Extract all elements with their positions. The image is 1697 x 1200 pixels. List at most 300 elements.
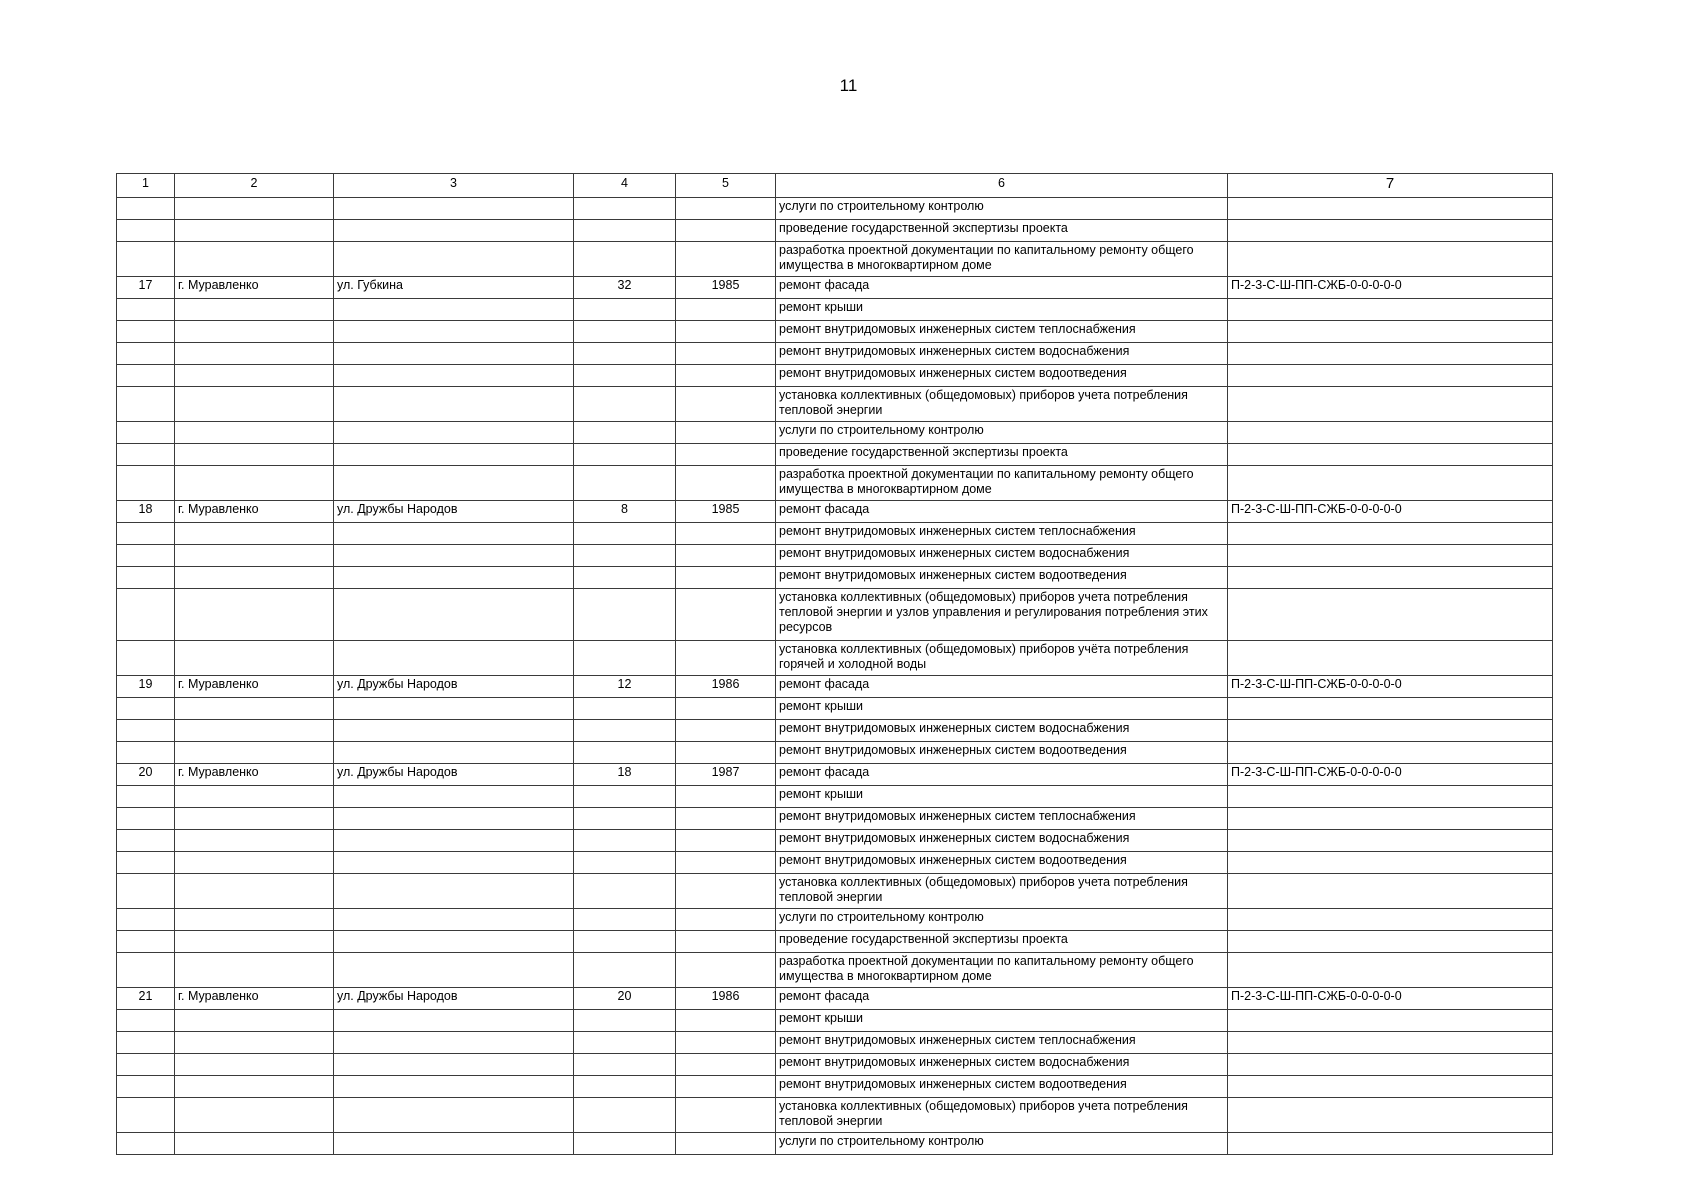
- year-built-cell: [676, 444, 776, 466]
- project-code-cell: [1228, 422, 1553, 444]
- house-number-cell: [574, 1076, 676, 1098]
- work-type-cell: ремонт крыши: [776, 299, 1228, 321]
- project-code-cell: [1228, 387, 1553, 422]
- work-type-cell: ремонт внутридомовых инженерных систем водоснабжения: [776, 1054, 1228, 1076]
- item-number-cell: 21: [117, 988, 175, 1010]
- street-cell: [334, 953, 574, 988]
- project-code-cell: [1228, 830, 1553, 852]
- work-type-cell: ремонт внутридомовых инженерных систем теплоснабжения: [776, 808, 1228, 830]
- year-built-cell: [676, 1010, 776, 1032]
- project-code-cell: П-2-3-С-Ш-ПП-СЖБ-0-0-0-0-0: [1228, 501, 1553, 523]
- city-cell: [175, 1098, 334, 1133]
- city-cell: [175, 523, 334, 545]
- work-type-cell: разработка проектной документации по капитальному ремонту общего имущества в многоквартирном доме: [776, 242, 1228, 277]
- year-built-cell: 1987: [676, 764, 776, 786]
- street-cell: ул. Дружбы Народов: [334, 501, 574, 523]
- item-number-cell: [117, 1010, 175, 1032]
- item-number-cell: 17: [117, 277, 175, 299]
- project-code-cell: [1228, 299, 1553, 321]
- street-cell: [334, 466, 574, 501]
- city-cell: [175, 1054, 334, 1076]
- street-cell: [334, 742, 574, 764]
- city-cell: г. Муравленко: [175, 277, 334, 299]
- year-built-cell: [676, 641, 776, 676]
- item-number-cell: [117, 1098, 175, 1133]
- work-type-cell: разработка проектной документации по капитальному ремонту общего имущества в многоквартирном доме: [776, 466, 1228, 501]
- year-built-cell: [676, 365, 776, 387]
- table-row: [117, 321, 1553, 343]
- house-number-cell: [574, 343, 676, 365]
- project-code-cell: [1228, 1032, 1553, 1054]
- city-cell: [175, 545, 334, 567]
- work-type-cell: ремонт крыши: [776, 1010, 1228, 1032]
- table-row: [117, 1076, 1553, 1098]
- house-number-cell: [574, 299, 676, 321]
- house-number-cell: [574, 852, 676, 874]
- work-type-cell: разработка проектной документации по капитальному ремонту общего имущества в многоквартирном доме: [776, 953, 1228, 988]
- year-built-cell: [676, 545, 776, 567]
- table-row: [117, 365, 1553, 387]
- table-row: [117, 567, 1553, 589]
- year-built-cell: [676, 830, 776, 852]
- table-row: [117, 764, 1553, 786]
- year-built-cell: [676, 720, 776, 742]
- city-cell: [175, 1076, 334, 1098]
- street-cell: ул. Дружбы Народов: [334, 988, 574, 1010]
- year-built-cell: [676, 786, 776, 808]
- city-cell: [175, 953, 334, 988]
- table-row: [117, 808, 1553, 830]
- year-built-cell: [676, 953, 776, 988]
- item-number-cell: 20: [117, 764, 175, 786]
- item-number-cell: [117, 422, 175, 444]
- street-cell: [334, 720, 574, 742]
- column-header: 5: [676, 174, 776, 198]
- year-built-cell: 1985: [676, 501, 776, 523]
- project-code-cell: [1228, 786, 1553, 808]
- year-built-cell: [676, 321, 776, 343]
- year-built-cell: [676, 589, 776, 641]
- work-type-cell: ремонт внутридомовых инженерных систем водоотведения: [776, 567, 1228, 589]
- house-number-cell: 12: [574, 676, 676, 698]
- house-number-cell: [574, 589, 676, 641]
- work-type-cell: ремонт крыши: [776, 786, 1228, 808]
- project-code-cell: [1228, 953, 1553, 988]
- project-code-cell: [1228, 220, 1553, 242]
- city-cell: [175, 343, 334, 365]
- city-cell: [175, 1032, 334, 1054]
- work-type-cell: ремонт внутридомовых инженерных систем теплоснабжения: [776, 1032, 1228, 1054]
- city-cell: [175, 242, 334, 277]
- city-cell: [175, 808, 334, 830]
- year-built-cell: [676, 466, 776, 501]
- street-cell: [334, 1076, 574, 1098]
- house-number-cell: [574, 786, 676, 808]
- year-built-cell: 1986: [676, 988, 776, 1010]
- year-built-cell: [676, 387, 776, 422]
- table-header-row: [117, 174, 1553, 198]
- item-number-cell: [117, 545, 175, 567]
- year-built-cell: [676, 242, 776, 277]
- project-code-cell: [1228, 567, 1553, 589]
- year-built-cell: [676, 299, 776, 321]
- item-number-cell: [117, 874, 175, 909]
- project-code-cell: П-2-3-С-Ш-ПП-СЖБ-0-0-0-0-0: [1228, 764, 1553, 786]
- project-code-cell: П-2-3-С-Ш-ПП-СЖБ-0-0-0-0-0: [1228, 676, 1553, 698]
- item-number-cell: [117, 909, 175, 931]
- project-code-cell: [1228, 242, 1553, 277]
- street-cell: [334, 387, 574, 422]
- project-code-cell: [1228, 1076, 1553, 1098]
- work-type-cell: установка коллективных (общедомовых) приборов учета потребления тепловой энергии: [776, 874, 1228, 909]
- table-row: [117, 501, 1553, 523]
- street-cell: [334, 198, 574, 220]
- work-type-cell: установка коллективных (общедомовых) приборов учета потребления тепловой энергии и узлов управления и регулирования потребления этих ресурсов: [776, 589, 1228, 641]
- street-cell: [334, 874, 574, 909]
- city-cell: [175, 874, 334, 909]
- project-code-cell: [1228, 742, 1553, 764]
- work-type-cell: ремонт фасада: [776, 277, 1228, 299]
- table-row: [117, 343, 1553, 365]
- street-cell: [334, 523, 574, 545]
- project-code-cell: [1228, 365, 1553, 387]
- year-built-cell: [676, 343, 776, 365]
- table-row: [117, 830, 1553, 852]
- item-number-cell: [117, 953, 175, 988]
- project-code-cell: [1228, 523, 1553, 545]
- item-number-cell: [117, 466, 175, 501]
- project-code-cell: [1228, 545, 1553, 567]
- project-code-cell: [1228, 698, 1553, 720]
- house-number-cell: [574, 742, 676, 764]
- table-row: [117, 523, 1553, 545]
- city-cell: [175, 198, 334, 220]
- house-number-cell: [574, 466, 676, 501]
- work-type-cell: ремонт внутридомовых инженерных систем теплоснабжения: [776, 321, 1228, 343]
- item-number-cell: [117, 321, 175, 343]
- street-cell: [334, 545, 574, 567]
- street-cell: [334, 422, 574, 444]
- city-cell: г. Муравленко: [175, 764, 334, 786]
- work-type-cell: установка коллективных (общедомовых) приборов учета потребления тепловой энергии: [776, 387, 1228, 422]
- table-row: [117, 422, 1553, 444]
- street-cell: [334, 242, 574, 277]
- house-number-cell: [574, 1054, 676, 1076]
- house-number-cell: [574, 720, 676, 742]
- project-code-cell: П-2-3-С-Ш-ПП-СЖБ-0-0-0-0-0: [1228, 988, 1553, 1010]
- house-number-cell: [574, 830, 676, 852]
- year-built-cell: [676, 567, 776, 589]
- house-number-cell: [574, 874, 676, 909]
- item-number-cell: [117, 220, 175, 242]
- year-built-cell: [676, 1032, 776, 1054]
- table-row: [117, 698, 1553, 720]
- year-built-cell: [676, 1133, 776, 1155]
- item-number-cell: [117, 931, 175, 953]
- table-row: [117, 198, 1553, 220]
- street-cell: [334, 299, 574, 321]
- table-row: [117, 1010, 1553, 1032]
- house-number-cell: [574, 909, 676, 931]
- item-number-cell: [117, 589, 175, 641]
- item-number-cell: [117, 1133, 175, 1155]
- city-cell: [175, 786, 334, 808]
- item-number-cell: [117, 720, 175, 742]
- table-row: [117, 277, 1553, 299]
- project-code-cell: [1228, 874, 1553, 909]
- work-type-cell: проведение государственной экспертизы проекта: [776, 444, 1228, 466]
- city-cell: [175, 387, 334, 422]
- city-cell: [175, 422, 334, 444]
- table-row: [117, 1133, 1553, 1155]
- street-cell: [334, 808, 574, 830]
- table-row: [117, 466, 1553, 501]
- table-row: [117, 242, 1553, 277]
- item-number-cell: 19: [117, 676, 175, 698]
- house-number-cell: 32: [574, 277, 676, 299]
- street-cell: [334, 444, 574, 466]
- city-cell: [175, 567, 334, 589]
- city-cell: [175, 742, 334, 764]
- house-number-cell: [574, 321, 676, 343]
- work-type-cell: услуги по строительному контролю: [776, 422, 1228, 444]
- work-type-cell: установка коллективных (общедомовых) приборов учета потребления тепловой энергии: [776, 1098, 1228, 1133]
- city-cell: [175, 589, 334, 641]
- project-code-cell: [1228, 589, 1553, 641]
- project-code-cell: [1228, 321, 1553, 343]
- item-number-cell: [117, 830, 175, 852]
- year-built-cell: [676, 852, 776, 874]
- table-row: [117, 1098, 1553, 1133]
- street-cell: [334, 1098, 574, 1133]
- project-code-cell: [1228, 1054, 1553, 1076]
- project-code-cell: [1228, 1098, 1553, 1133]
- work-type-cell: ремонт внутридомовых инженерных систем теплоснабжения: [776, 523, 1228, 545]
- city-cell: [175, 852, 334, 874]
- item-number-cell: [117, 786, 175, 808]
- item-number-cell: [117, 567, 175, 589]
- house-number-cell: [574, 198, 676, 220]
- house-number-cell: [574, 220, 676, 242]
- project-code-cell: [1228, 909, 1553, 931]
- table-row: [117, 909, 1553, 931]
- project-code-cell: [1228, 808, 1553, 830]
- city-cell: [175, 698, 334, 720]
- house-number-cell: 8: [574, 501, 676, 523]
- city-cell: [175, 466, 334, 501]
- project-code-cell: [1228, 931, 1553, 953]
- street-cell: [334, 567, 574, 589]
- item-number-cell: [117, 343, 175, 365]
- work-type-cell: ремонт внутридомовых инженерных систем водоснабжения: [776, 720, 1228, 742]
- work-type-cell: ремонт внутридомовых инженерных систем водоотведения: [776, 742, 1228, 764]
- street-cell: [334, 365, 574, 387]
- street-cell: [334, 830, 574, 852]
- table-row: [117, 874, 1553, 909]
- work-type-cell: ремонт внутридомовых инженерных систем водоснабжения: [776, 545, 1228, 567]
- work-type-cell: услуги по строительному контролю: [776, 198, 1228, 220]
- city-cell: [175, 299, 334, 321]
- house-number-cell: [574, 1032, 676, 1054]
- city-cell: [175, 641, 334, 676]
- item-number-cell: [117, 444, 175, 466]
- item-number-cell: [117, 742, 175, 764]
- table-row: [117, 676, 1553, 698]
- street-cell: ул. Дружбы Народов: [334, 676, 574, 698]
- work-type-cell: ремонт внутридомовых инженерных систем водоотведения: [776, 1076, 1228, 1098]
- city-cell: [175, 830, 334, 852]
- page-number: 11: [839, 76, 858, 95]
- street-cell: [334, 909, 574, 931]
- year-built-cell: [676, 422, 776, 444]
- work-type-cell: ремонт внутридомовых инженерных систем водоотведения: [776, 365, 1228, 387]
- house-number-cell: [574, 641, 676, 676]
- project-code-cell: [1228, 641, 1553, 676]
- work-type-cell: ремонт внутридомовых инженерных систем водоснабжения: [776, 343, 1228, 365]
- work-type-cell: услуги по строительному контролю: [776, 909, 1228, 931]
- house-number-cell: 20: [574, 988, 676, 1010]
- city-cell: [175, 220, 334, 242]
- work-type-cell: ремонт фасада: [776, 764, 1228, 786]
- year-built-cell: 1986: [676, 676, 776, 698]
- work-type-cell: ремонт фасада: [776, 988, 1228, 1010]
- project-code-cell: [1228, 1133, 1553, 1155]
- column-header: 3: [334, 174, 574, 198]
- item-number-cell: [117, 641, 175, 676]
- work-type-cell: проведение государственной экспертизы проекта: [776, 931, 1228, 953]
- street-cell: [334, 931, 574, 953]
- item-number-cell: [117, 387, 175, 422]
- project-code-cell: П-2-3-С-Ш-ПП-СЖБ-0-0-0-0-0: [1228, 277, 1553, 299]
- work-type-cell: ремонт внутридомовых инженерных систем водоснабжения: [776, 830, 1228, 852]
- house-number-cell: [574, 523, 676, 545]
- project-code-cell: [1228, 444, 1553, 466]
- street-cell: ул. Дружбы Народов: [334, 764, 574, 786]
- city-cell: [175, 1010, 334, 1032]
- table-row: [117, 299, 1553, 321]
- table-row: [117, 387, 1553, 422]
- table-row: [117, 641, 1553, 676]
- project-code-cell: [1228, 466, 1553, 501]
- year-built-cell: [676, 220, 776, 242]
- house-number-cell: [574, 444, 676, 466]
- house-number-cell: [574, 931, 676, 953]
- year-built-cell: [676, 808, 776, 830]
- table-row: [117, 1054, 1553, 1076]
- column-header: 4: [574, 174, 676, 198]
- city-cell: [175, 444, 334, 466]
- house-number-cell: [574, 387, 676, 422]
- item-number-cell: [117, 1054, 175, 1076]
- project-code-cell: [1228, 852, 1553, 874]
- item-number-cell: [117, 808, 175, 830]
- item-number-cell: [117, 242, 175, 277]
- house-number-cell: [574, 1133, 676, 1155]
- table-row: [117, 953, 1553, 988]
- year-built-cell: [676, 909, 776, 931]
- street-cell: [334, 1010, 574, 1032]
- city-cell: [175, 720, 334, 742]
- year-built-cell: [676, 874, 776, 909]
- street-cell: [334, 589, 574, 641]
- house-number-cell: [574, 953, 676, 988]
- table-row: [117, 786, 1553, 808]
- year-built-cell: [676, 1076, 776, 1098]
- table-row: [117, 988, 1553, 1010]
- house-number-cell: [574, 545, 676, 567]
- table-row: [117, 545, 1553, 567]
- work-type-cell: установка коллективных (общедомовых) приборов учёта потребления горячей и холодной воды: [776, 641, 1228, 676]
- column-header: 7: [1228, 174, 1553, 198]
- house-number-cell: [574, 808, 676, 830]
- table-row: [117, 931, 1553, 953]
- project-code-cell: [1228, 720, 1553, 742]
- street-cell: [334, 1032, 574, 1054]
- house-number-cell: [574, 567, 676, 589]
- work-type-cell: ремонт внутридомовых инженерных систем водоотведения: [776, 852, 1228, 874]
- house-number-cell: [574, 698, 676, 720]
- house-number-cell: [574, 242, 676, 277]
- year-built-cell: [676, 931, 776, 953]
- year-built-cell: [676, 742, 776, 764]
- project-code-cell: [1228, 343, 1553, 365]
- table-row: [117, 444, 1553, 466]
- works-table: [116, 173, 1553, 1155]
- table-row: [117, 742, 1553, 764]
- item-number-cell: [117, 299, 175, 321]
- street-cell: [334, 220, 574, 242]
- item-number-cell: [117, 1076, 175, 1098]
- year-built-cell: [676, 1054, 776, 1076]
- city-cell: [175, 931, 334, 953]
- street-cell: [334, 1133, 574, 1155]
- street-cell: ул. Губкина: [334, 277, 574, 299]
- city-cell: [175, 1133, 334, 1155]
- street-cell: [334, 698, 574, 720]
- column-header: 2: [175, 174, 334, 198]
- item-number-cell: 18: [117, 501, 175, 523]
- year-built-cell: [676, 523, 776, 545]
- table-row: [117, 220, 1553, 242]
- item-number-cell: [117, 523, 175, 545]
- house-number-cell: [574, 1010, 676, 1032]
- project-code-cell: [1228, 198, 1553, 220]
- street-cell: [334, 1054, 574, 1076]
- table-row: [117, 720, 1553, 742]
- city-cell: [175, 909, 334, 931]
- house-number-cell: [574, 422, 676, 444]
- house-number-cell: [574, 365, 676, 387]
- item-number-cell: [117, 365, 175, 387]
- work-type-cell: ремонт фасада: [776, 676, 1228, 698]
- table-row: [117, 589, 1553, 641]
- item-number-cell: [117, 852, 175, 874]
- work-type-cell: услуги по строительному контролю: [776, 1133, 1228, 1155]
- house-number-cell: [574, 1098, 676, 1133]
- city-cell: [175, 365, 334, 387]
- city-cell: [175, 321, 334, 343]
- column-header: 6: [776, 174, 1228, 198]
- street-cell: [334, 852, 574, 874]
- street-cell: [334, 641, 574, 676]
- city-cell: г. Муравленко: [175, 676, 334, 698]
- city-cell: г. Муравленко: [175, 988, 334, 1010]
- house-number-cell: 18: [574, 764, 676, 786]
- street-cell: [334, 786, 574, 808]
- work-type-cell: проведение государственной экспертизы проекта: [776, 220, 1228, 242]
- project-code-cell: [1228, 1010, 1553, 1032]
- year-built-cell: [676, 198, 776, 220]
